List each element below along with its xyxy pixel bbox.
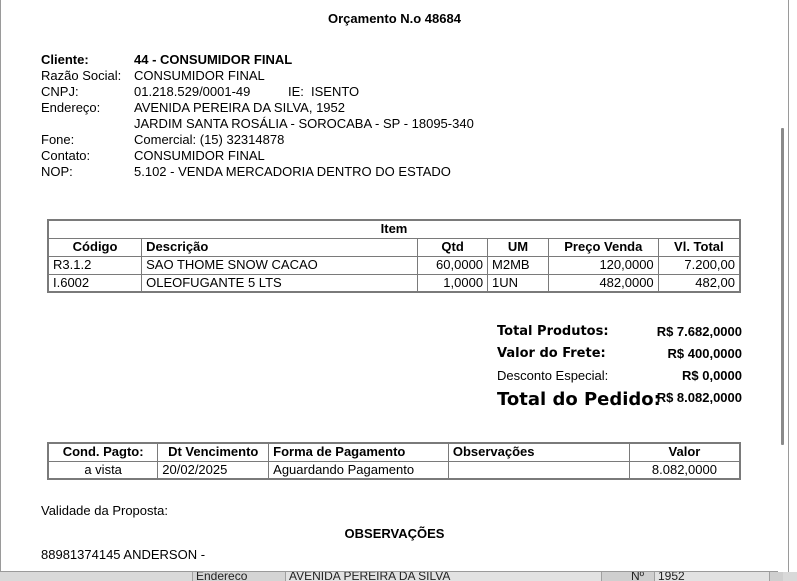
col-header-valor: Valor [629,443,740,461]
background-form-strip [0,572,797,581]
scrollbar-thumb[interactable] [781,128,784,445]
total-pedido-row [497,387,742,413]
col-header-preco-venda: Preço Venda [548,238,658,256]
fone-label: Fone: [41,132,75,147]
observacoes-title: OBSERVAÇÕES [344,526,445,541]
col-header-vl-total: Vl. Total [658,238,740,256]
bg-endereco-field[interactable] [285,572,601,581]
cell-qtd: 60,0000 [418,256,488,274]
payment-table [47,442,741,480]
ie-label: IE: [288,84,304,99]
col-header-dt-vencimento: Dt Vencimento [158,443,269,461]
contato-label: Contato: [41,148,91,163]
cell-observacoes [448,461,629,479]
endereco-line1: AVENIDA PEREIRA DA SILVA, 1952 [134,100,345,115]
total-pedido-label: Total do Pedido: [497,389,661,410]
document-title: Orçamento N.o 48684 [328,11,461,26]
desconto-label: Desconto Especial: [497,368,609,383]
payment-header-row [48,443,740,461]
razao-social-label: Razão Social: [41,68,122,83]
total-produtos-value: R$ 7.682,0000 [656,324,742,339]
totals-block [497,321,742,413]
endereco-line2: JARDIM SANTA ROSÁLIA - SOROCABA - SP - 18095-340 [134,116,474,131]
col-header-cond-pagto: Cond. Pagto: [48,443,158,461]
endereco-label: Endereço: [41,100,101,115]
cliente-value: 44 - CONSUMIDOR FINAL [134,52,293,67]
bg-field-edge [769,572,783,581]
col-header-descricao: Descrição [142,238,418,256]
col-header-codigo: Código [48,238,142,256]
cell-preco-venda: 120,0000 [548,256,658,274]
cell-preco-venda: 482,0000 [548,274,658,292]
nop-label: NOP: [41,164,73,179]
cell-forma-pagamento: Aguardando Pagamento [269,461,449,479]
total-pedido-value: R$ 8.082,0000 [656,390,742,405]
cnpj-value: 01.218.529/0001-49 [134,84,251,99]
cell-valor: 8.082,0000 [629,461,740,479]
ie-value: ISENTO [311,84,360,99]
cell-codigo: I.6002 [48,274,142,292]
cell-cond-pagto: a vista [48,461,158,479]
col-header-forma-pagamento: Forma de Pagamento [269,443,449,461]
nop-value: 5.102 - VENDA MERCADORIA DENTRO DO ESTADO [134,164,451,179]
col-header-qtd: Qtd [418,238,488,256]
fone-value: Comercial: (15) 32314878 [134,132,285,147]
valor-frete-row [497,343,742,365]
table-row [48,274,740,292]
cell-vl-total: 7.200,00 [658,256,740,274]
cell-qtd: 1,0000 [418,274,488,292]
table-row [48,461,740,479]
items-table [47,219,741,293]
valor-frete-value: R$ 400,0000 [667,346,742,361]
document-left-border [0,0,1,572]
table-row [48,256,740,274]
col-header-um: UM [488,238,549,256]
bg-endereco-label-cell [192,572,285,581]
desconto-row [497,365,742,387]
desconto-value: R$ 0,0000 [682,368,742,383]
cell-um: 1UN [488,274,549,292]
valor-frete-label: Valor do Frete: [497,346,606,361]
cliente-label: Cliente: [41,52,89,67]
cell-dt-vencimento: 20/02/2025 [158,461,269,479]
total-produtos-label: Total Produtos: [497,324,609,339]
cell-codigo: R3.1.2 [48,256,142,274]
cell-descricao: OLEOFUGANTE 5 LTS [142,274,418,292]
bg-endereco-value: AVENIDA PEREIRA DA SILVA [289,572,451,581]
items-header-row [48,238,740,256]
cell-descricao: SAO THOME SNOW CACAO [142,256,418,274]
items-section-title: Item [48,220,740,238]
bg-numero-field[interactable] [654,572,769,581]
contato-value: CONSUMIDOR FINAL [134,148,265,163]
cnpj-label: CNPJ: [41,84,79,99]
razao-social-value: CONSUMIDOR FINAL [134,68,265,83]
validade-label: Validade da Proposta: [41,503,168,518]
cell-vl-total: 482,00 [658,274,740,292]
observacoes-text: 88981374145 ANDERSON - [41,547,206,562]
bg-numero-label: Nº [631,572,645,581]
bg-numero-value: 1952 [658,572,685,581]
bg-endereco-label: Endereco [196,572,248,581]
bg-numero-label-cell [601,572,654,581]
col-header-observacoes: Observações [448,443,629,461]
total-produtos-row [497,321,742,343]
cell-um: M2MB [488,256,549,274]
